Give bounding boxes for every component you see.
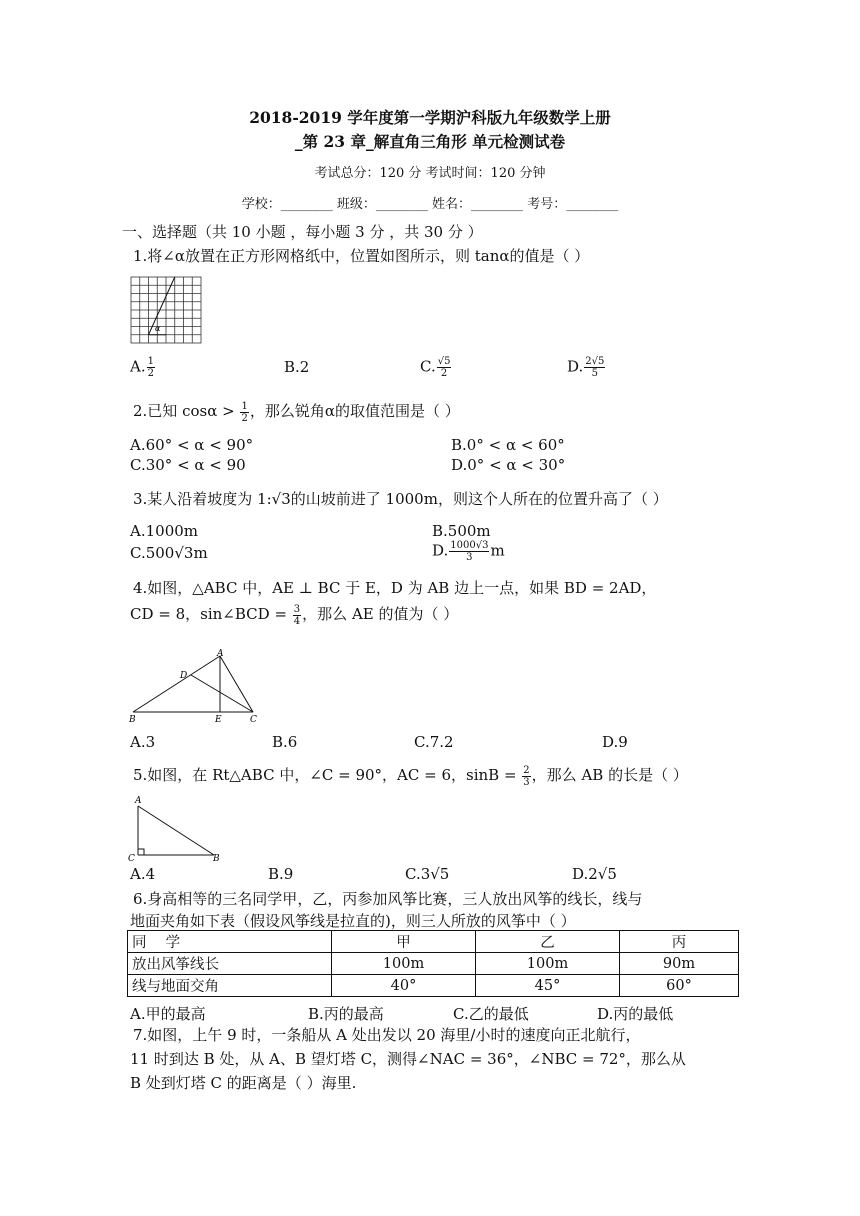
q1-option-b[interactable]: B.2	[284, 358, 310, 376]
table-cell: 90m	[620, 953, 739, 975]
q5-stem: 5.如图，在 Rt△ABC 中，∠C = 90°，AC = 6，sinB = $\frac{2}{3}$ ，那么 AB 的长是（ ）	[133, 764, 688, 788]
q2-option-b[interactable]: B.0° < α < 60°	[451, 436, 565, 454]
table-cell: 放出风筝线长	[128, 953, 332, 975]
q7-stem-line3: B 处到灯塔 C 的距离是（ ）海里.	[130, 1074, 357, 1092]
q5-option-a[interactable]: A.4	[130, 865, 156, 883]
exam-info: 考试总分：120 分 考试时间：120 分钟	[314, 166, 546, 181]
q2-stem: 2.已知 cosα > $\frac{1}{2}$ ，那么锐角α的取值范围是（ ）	[133, 400, 460, 424]
kite-table	[127, 930, 739, 997]
q1-option-c[interactable]: C. $\frac{√5}{2}$	[420, 356, 451, 379]
q5-option-c[interactable]: C.3√5	[405, 865, 450, 883]
q4-stem-line1: 4.如图，△ABC 中，AE ⊥ BC 于 E，D 为 AB 边上一点，如果 BD = 2AD，	[133, 579, 657, 597]
table-cell: 45°	[476, 975, 620, 997]
table-cell: 40°	[332, 975, 476, 997]
q4-option-b[interactable]: B.6	[272, 733, 298, 751]
q4-stem-line2: CD = 8，sin∠BCD = $\frac{3}{4}$ ，那么 AE 的值为（ ）	[130, 603, 459, 627]
q4-label-b: B	[129, 715, 136, 724]
q6-option-d[interactable]: D.丙的最低	[597, 1005, 674, 1023]
q7-stem-line2: 11 时到达 B 处，从 A、B 望灯塔 C，测得∠NAC = 36°，∠NBC = 72°，那么从	[130, 1050, 686, 1068]
q3-option-b[interactable]: B.500m	[432, 522, 491, 540]
q4-label-c: C	[250, 715, 257, 724]
q1-option-a[interactable]: A. $\frac{1}{2}$	[130, 356, 154, 379]
q6-stem-line1: 6.身高相等的三名同学甲，乙，丙参加风筝比赛，三人放出风筝的线长，线与	[133, 890, 643, 908]
q4-label-a: A	[217, 649, 224, 659]
q7-stem-line1: 7.如图，上午 9 时，一条船从 A 处出发以 20 海里/小时的速度向正北航行，	[133, 1026, 641, 1044]
section-heading: 一、选择题（共 10 小题 ，每小题 3 分 ，共 30 分 ）	[122, 223, 483, 241]
exam-title-line2: _第 23 章_解直角三角形 单元检测试卷	[294, 132, 566, 151]
q3-stem: 3.某人沿着坡度为 1:√3的山坡前进了 1000m，则这个人所在的位置升高了（ ）	[133, 490, 668, 508]
table-header-cell: 甲	[332, 931, 476, 953]
q2-option-d[interactable]: D.0° < α < 30°	[451, 456, 566, 474]
q5-right-triangle-figure	[126, 792, 226, 864]
table-header-cell: 丙	[620, 931, 739, 953]
q5-option-b[interactable]: B.9	[268, 865, 294, 883]
table-header-cell: 乙	[476, 931, 620, 953]
q6-option-b[interactable]: B.丙的最高	[308, 1005, 384, 1023]
q4-label-e: E	[215, 715, 222, 724]
table-cell: 线与地面交角	[128, 975, 332, 997]
q5-label-c: C	[128, 854, 135, 864]
q3-option-c[interactable]: C.500√3m	[130, 544, 208, 562]
q3-option-d[interactable]: D. $\frac{1000√3}{3}$ m	[432, 540, 505, 563]
q2-option-c[interactable]: C.30° < α < 90	[130, 456, 246, 474]
q4-option-a[interactable]: A.3	[130, 733, 156, 751]
table-cell: 100m	[332, 953, 476, 975]
exam-title-line1: 2018-2019 学年度第一学期沪科版九年级数学上册	[249, 108, 611, 127]
q5-label-a: A	[135, 796, 142, 806]
table-header-row	[128, 931, 739, 953]
q3-option-a[interactable]: A.1000m	[130, 522, 198, 540]
q6-stem-line2: 地面夹角如下表（假设风筝线是拉直的)，则三人所放的风筝中（ ）	[130, 912, 576, 930]
table-row	[128, 975, 739, 997]
table-cell: 60°	[620, 975, 739, 997]
q4-option-d[interactable]: D.9	[602, 733, 628, 751]
student-fields: 学校：________ 班级：________ 姓名：________ 考号：________	[241, 197, 619, 212]
q6-option-c[interactable]: C.乙的最低	[453, 1005, 529, 1023]
q1-option-d[interactable]: D. $\frac{2√5}{5}$	[567, 356, 605, 379]
q6-option-a[interactable]: A.甲的最高	[130, 1005, 206, 1023]
q4-triangle-figure	[125, 648, 265, 724]
q1-alpha-label: α	[155, 324, 161, 333]
table-cell: 100m	[476, 953, 620, 975]
q5-label-b: B	[213, 854, 220, 864]
table-row	[128, 953, 739, 975]
q1-stem: 1.将∠α放置在正方形网格纸中，位置如图所示，则 tanα的值是（ ）	[133, 247, 590, 265]
q2-option-a[interactable]: A.60° < α < 90°	[130, 436, 254, 454]
table-header-cell: 同 学	[128, 931, 332, 953]
q4-label-d: D	[180, 671, 188, 681]
q1-grid-figure	[130, 276, 202, 344]
q5-option-d[interactable]: D.2√5	[572, 865, 617, 883]
q4-option-c[interactable]: C.7.2	[414, 733, 454, 751]
